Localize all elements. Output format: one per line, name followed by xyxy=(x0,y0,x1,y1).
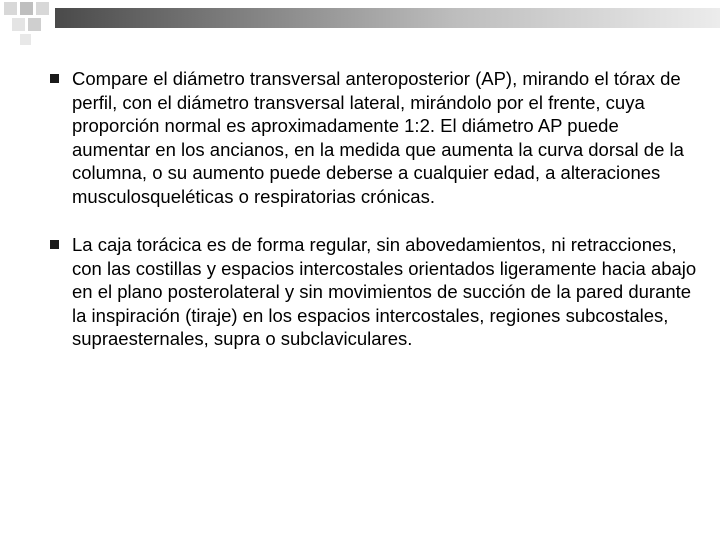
bullet-item xyxy=(50,67,710,208)
bullet-item xyxy=(50,233,710,351)
decorative-header-band xyxy=(55,8,720,28)
bullet-text: La caja torácica es de forma regular, sin abovedamientos, ni retracciones, con las costillas y espacios intercostales orientados ligeramente hacia abajo en el plano posterolateral y sin movimientos de succión de la pared durante la inspiración (tiraje) en los espacios intercostales, regiones subcostales, supraesternales, supra o subclaviculares. xyxy=(72,234,697,349)
bullet-square-icon xyxy=(50,74,59,83)
decorative-corner-squares xyxy=(0,0,56,48)
bullet-text: Compare el diámetro transversal anteroposterior (AP), mirando el tórax de perfil, con el diámetro transversal lateral, mirándolo por el frente, cuya proporción normal es aproximadamente 1:2. El diámetro AP puede aumentar en los ancianos, en la medida que aumenta la curva dorsal de la columna, o su aumento puede deberse a cualquier edad, a alteraciones musculosqueléticas o respiratorias crónicas. xyxy=(72,68,684,207)
bullet-square-icon xyxy=(50,240,59,249)
bullet-list xyxy=(50,67,710,376)
